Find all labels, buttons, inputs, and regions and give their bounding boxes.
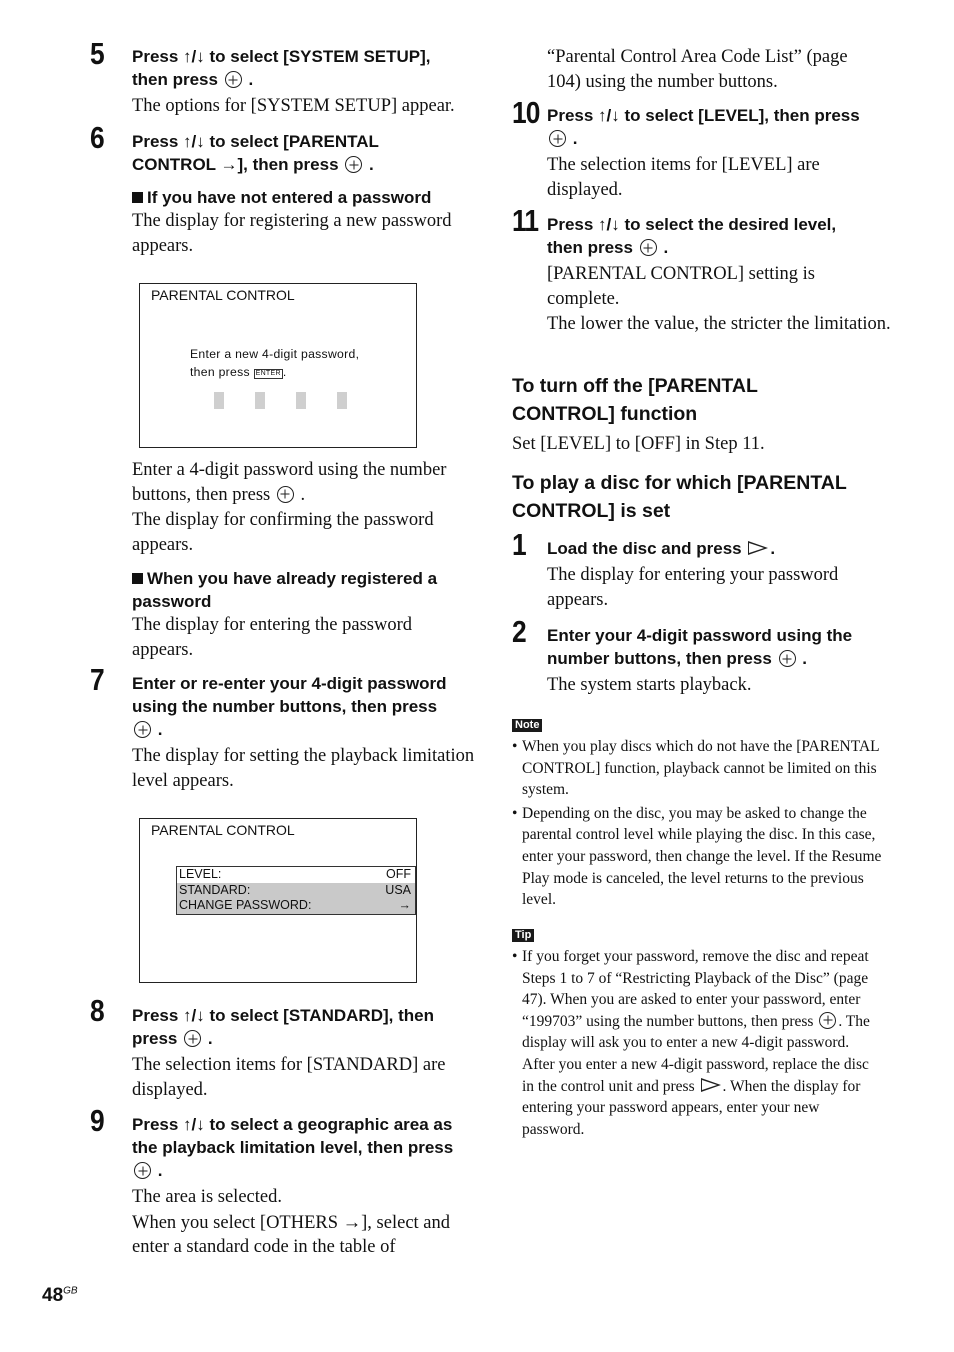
step-number-10: 10: [512, 95, 540, 130]
note-badge: Note: [512, 719, 542, 732]
page-suffix: GB: [63, 1285, 78, 1297]
settings-menu: [176, 866, 416, 915]
step-8-heading-b: press: [132, 1029, 178, 1048]
enter-button-icon: [819, 1012, 836, 1029]
play-step-2-heading: Enter your 4-digit password using the number buttons, then press: [547, 626, 853, 668]
step-9-body-1: The area is selected.: [132, 1187, 282, 1207]
enter-button-icon: [779, 650, 796, 667]
enter-button-icon: [134, 721, 151, 738]
step-10: Press ↑/↓ to select [LEVEL], then press . The selection items for [LEVEL] are displayed.: [547, 104, 892, 202]
step-9: Press ↑/↓ to select a geographic area as the playback limitation level, then press . The area is selected. When you select [OTHERS →], select and enter a standard code in the table of: [132, 1113, 477, 1260]
playback-level-screen: [139, 818, 417, 983]
tip-text-a: If you forget your password, remove the disc and repeat Steps 1 to 7 of “Restricting Playback of the Disc” (page 47). When you are asked to enter your password, enter “199703” using the number buttons, then press: [522, 948, 869, 1030]
note-item: • Depending on the disc, you may be asked to change the parental control level while playing the disc. In this case, enter your password, then change the level. If the Resume Play mode is canceled, the level returns to the previous level.: [512, 804, 882, 909]
step-5-heading-b: then press: [132, 70, 218, 89]
tip-item: • If you forget your password, remove the disc and repeat Steps 1 to 7 of “Restricting Playback of the Disc” (page 47). When you are asked to enter your password, enter “199703” using the number buttons, then press . The display will ask you to enter a new 4-digit password. After you enter a new 4-digit password, replace the disc in the control unit and press . When the display for entering your password appears, enter your new password.: [512, 948, 870, 1138]
play-step-2-body: The system starts playback.: [547, 675, 752, 695]
menu-value: →: [398, 898, 411, 912]
step-number-7: 7: [90, 662, 104, 697]
step-10-heading: Press ↑/↓ to select [LEVEL], then press: [547, 106, 860, 125]
step-5-body: The options for [SYSTEM SETUP] appear.: [132, 96, 455, 116]
page-number-value: 48: [42, 1285, 64, 1306]
step-6-heading-b: CONTROL →], then press: [132, 155, 339, 174]
menu-row-standard: [177, 883, 415, 899]
step-number-9: 9: [90, 1103, 104, 1138]
note-item-text: Depending on the disc, you may be asked to change the parental control level while playing the disc. In this case, enter your password, then change the level. If the Resume Play mode is canceled, the level returns to the previous level.: [522, 804, 882, 909]
note-block: [512, 715, 882, 911]
step-8-body: The selection items for [STANDARD] are displayed.: [132, 1055, 446, 1100]
screen-prompt-line1: Enter a new 4-digit password,: [190, 347, 360, 361]
step-11-heading-a: Press ↑/↓ to select the desired level,: [547, 215, 837, 234]
tip-text-c: . When the display for entering your password appears, enter your new password.: [522, 1077, 861, 1138]
confirm-password-para: The display for confirming the password appears.: [132, 510, 434, 555]
step-10-body: The selection items for [LEVEL] are displayed.: [547, 155, 820, 200]
screen-title: PARENTAL CONTROL: [151, 822, 295, 838]
play-step-1-heading: Load the disc and press: [547, 539, 742, 558]
step-11: Press ↑/↓ to select the desired level, then press . [PARENTAL CONTROL] setting is complete. The lower the value, the stricter the limitation.: [547, 213, 892, 337]
step-11-body-1: [PARENTAL CONTROL] setting is complete.: [547, 264, 815, 309]
step-6-heading-a: Press ↑/↓ to select [PARENTAL: [132, 132, 379, 151]
square-bullet-icon: [132, 192, 143, 203]
enter-password-text: Enter a 4-digit password using the number buttons, then press . The display for confirming the password appears.: [132, 458, 477, 557]
password-digit-box: [296, 392, 306, 409]
square-bullet-icon: [132, 573, 143, 584]
step-9-heading: Press ↑/↓ to select a geographic area as the playback limitation level, then press: [132, 1115, 454, 1157]
subsection-body: The display for registering a new password appears.: [132, 211, 452, 256]
subsection-registered-password: [132, 567, 477, 662]
section-play-disc: [512, 469, 862, 525]
play-step-1-body: The display for entering your password appears.: [547, 565, 839, 610]
section-title: To turn off the [PARENTAL CONTROL] function: [512, 375, 758, 425]
enter-button-icon: [277, 486, 294, 503]
enter-key-icon: ENTER: [255, 369, 281, 377]
enter-button-icon: [549, 130, 566, 147]
menu-label: LEVEL:: [179, 867, 222, 881]
play-icon: [701, 1078, 721, 1092]
menu-label: CHANGE PASSWORD:: [179, 898, 312, 912]
subsection-title: If you have not entered a password: [147, 188, 432, 207]
step-number-6: 6: [90, 120, 104, 155]
enter-button-icon: [184, 1030, 201, 1047]
step-5: Press ↑/↓ to select [SYSTEM SETUP], then press . The options for [SYSTEM SETUP] appear.: [132, 45, 477, 119]
section-body: Set [LEVEL] to [OFF] in Step 11.: [512, 434, 765, 454]
note-item-text: When you play discs which do not have the [PARENTAL CONTROL] function, playback cannot be limited on this system.: [522, 738, 880, 799]
play-step-2: Enter your 4-digit password using the number buttons, then press . The system starts playback.: [547, 624, 892, 698]
step-number-2: 2: [512, 614, 526, 649]
step-11-body-2: The lower the value, the stricter the limitation.: [547, 314, 891, 334]
password-digit-box: [337, 392, 347, 409]
step-number-5: 5: [90, 36, 104, 71]
screen-title: PARENTAL CONTROL: [151, 287, 295, 303]
section-title: To play a disc for which [PARENTAL CONTROL] is set: [512, 472, 847, 522]
step-11-heading-b: then press: [547, 238, 633, 257]
menu-row-change-password: [177, 898, 415, 914]
step-number-11: 11: [512, 203, 539, 238]
play-icon: [748, 541, 768, 555]
page-number: [42, 1285, 78, 1307]
enter-button-icon: [134, 1162, 151, 1179]
tip-text-b: . The display will ask you to enter a new 4-digit password. After you enter a new 4-digit password, replace the disc in the control unit and press: [522, 1012, 870, 1095]
step-9-body-2: When you select [OTHERS →], select and enter a standard code in the table of: [132, 1212, 451, 1257]
menu-label: STANDARD:: [179, 882, 251, 897]
step-9-continued: [547, 45, 882, 94]
step-number-1: 1: [512, 527, 526, 562]
password-digit-box: [214, 392, 224, 409]
step-7-body: The display for setting the playback limitation level appears.: [132, 746, 475, 791]
step-7-heading: Enter or re-enter your 4-digit password using the number buttons, then press: [132, 674, 447, 716]
enter-password-para: Enter a 4-digit password using the number buttons, then press: [132, 460, 447, 505]
subsection-new-password: [132, 186, 477, 258]
continued-text: “Parental Control Area Code List” (page 104) using the number buttons.: [547, 47, 848, 92]
step-5-heading-a: Press ↑/↓ to select [SYSTEM SETUP],: [132, 47, 431, 66]
tip-block: [512, 925, 882, 1140]
note-item: • When you play discs which do not have the [PARENTAL CONTROL] function, playback cannot be limited on this system.: [512, 738, 880, 799]
enter-button-icon: [345, 156, 362, 173]
tip-badge: Tip: [512, 929, 534, 942]
step-8: Press ↑/↓ to select [STANDARD], then press . The selection items for [STANDARD] are displayed.: [132, 1004, 477, 1102]
enter-button-icon: [225, 71, 242, 88]
step-6: Press ↑/↓ to select [PARENTAL CONTROL →], then press .: [132, 132, 379, 174]
subsection-title: When you have already registered a password: [132, 569, 438, 611]
menu-row-level: [177, 867, 415, 883]
play-step-1: Load the disc and press . The display for entering your password appears.: [547, 537, 892, 612]
subsection-body: The display for entering the password appears.: [132, 615, 412, 660]
screen-prompt: Enter a new 4-digit password, then press ENTER .: [190, 347, 360, 379]
screen-prompt-line2: then press: [190, 364, 250, 379]
menu-value: OFF: [386, 867, 411, 881]
password-digit-box: [255, 392, 265, 409]
register-password-screen: [139, 283, 417, 448]
step-number-8: 8: [90, 993, 104, 1028]
section-turn-off: [512, 372, 842, 457]
enter-button-icon: [640, 239, 657, 256]
step-8-heading-a: Press ↑/↓ to select [STANDARD], then: [132, 1006, 434, 1025]
step-7: Enter or re-enter your 4-digit password using the number buttons, then press . The display for setting the playback limitation level appears.: [132, 672, 477, 793]
menu-value: USA: [385, 882, 411, 897]
